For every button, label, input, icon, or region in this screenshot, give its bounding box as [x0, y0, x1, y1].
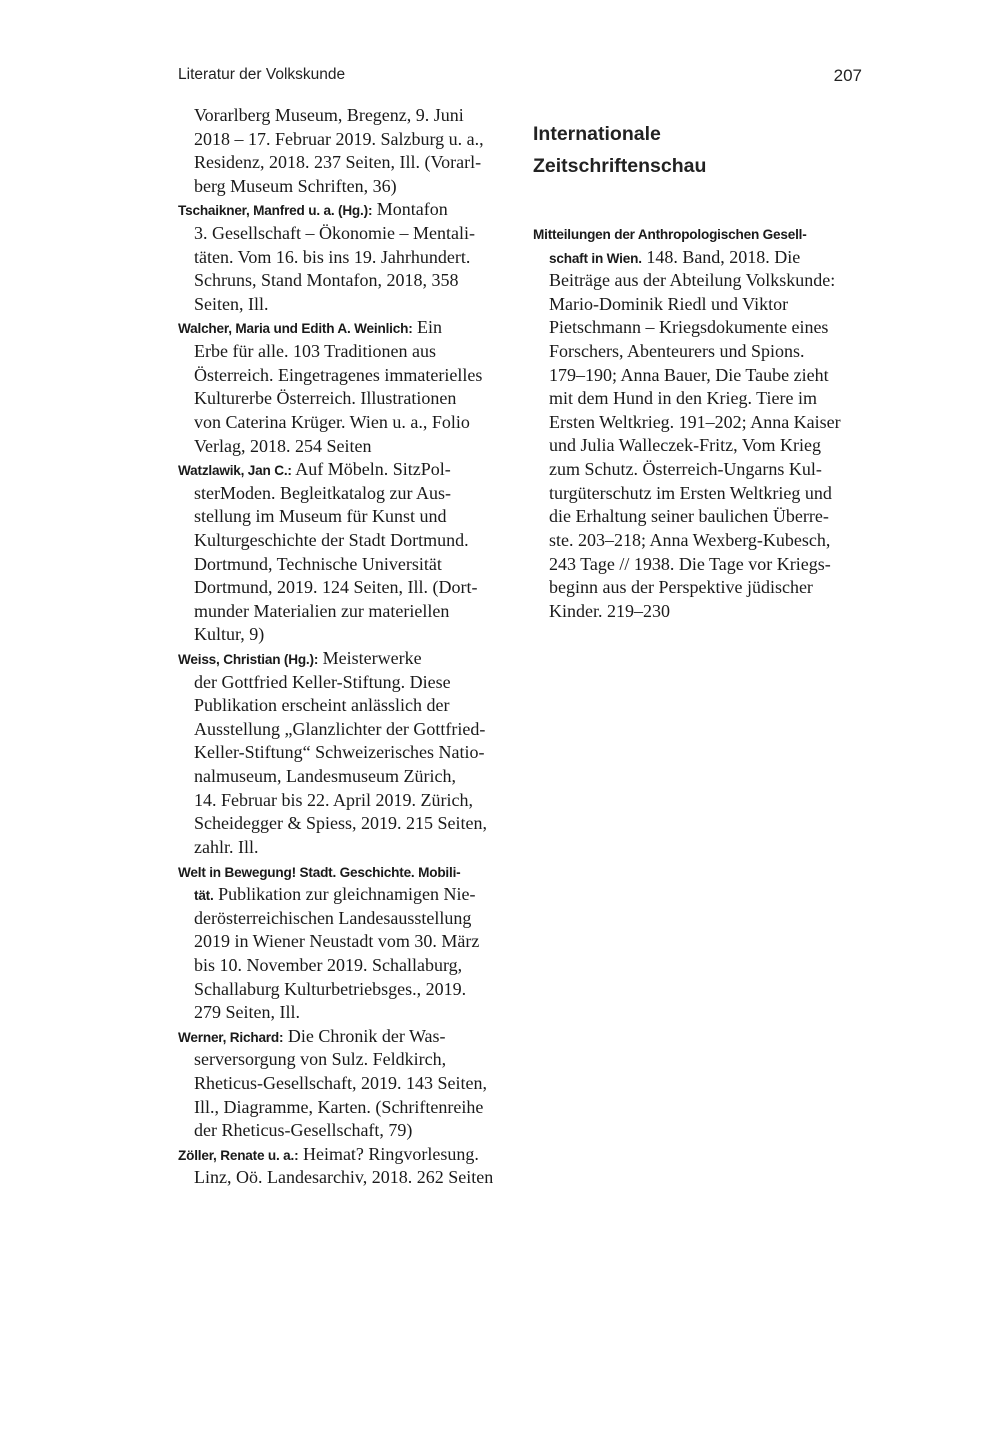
entry-text: 148. Band, 2018. Die	[641, 246, 801, 267]
entry-author: Zöller, Renate u. a.:	[178, 1147, 299, 1163]
entry-line	[178, 246, 518, 270]
entry-line	[533, 316, 873, 340]
entry-text: mit dem Hund in den Krieg. Tiere im	[549, 388, 817, 409]
entry-line	[533, 576, 873, 600]
entry-text: bis 10. November 2019. Schallaburg,	[194, 954, 463, 975]
entry-text: Ersten Weltkrieg. 191–202; Anna Kaiser	[549, 411, 841, 432]
entry-line	[178, 694, 518, 718]
entry-text: 243 Tage // 1938. Die Tage vor Kriegs-	[549, 553, 831, 574]
entry-text: sterModen. Begleitkatalog zur Aus-	[194, 482, 451, 503]
entry-line	[533, 458, 873, 482]
entry-line	[178, 741, 518, 765]
entry-text: Pietschmann – Kriegsdokumente eines	[549, 317, 829, 338]
entry-first-line	[178, 1143, 518, 1167]
entry-text: 2018 – 17. Februar 2019. Salzburg u. a.,	[194, 128, 484, 149]
running-title: Literatur der Volkskunde	[178, 66, 346, 83]
entry-line	[533, 340, 873, 364]
right-column	[533, 118, 873, 623]
entry-text: Kulturgeschichte der Stadt Dortmund.	[194, 529, 469, 550]
entry-text: zahlr. Ill.	[194, 836, 259, 857]
entry-text: Beiträge aus der Abteilung Volkskunde:	[549, 270, 836, 291]
entry-line	[178, 104, 518, 128]
entry-text: Meisterwerke	[318, 648, 422, 669]
entry-text: 2019 in Wiener Neustadt vom 30. März	[194, 931, 480, 952]
entry-text: stellung im Museum für Kunst und	[194, 506, 447, 527]
entry-first-line	[178, 1025, 518, 1049]
entry-text: Publikation zur gleichnamigen Nie-	[213, 884, 476, 905]
entry-author: Tschaikner, Manfred u. a. (Hg.):	[178, 203, 373, 219]
entry-text: Forschers, Abenteurers und Spions.	[549, 341, 805, 362]
entry-text: Ausstellung „Glanzlichter der Gottfried-	[194, 718, 486, 739]
entry-author: Weiss, Christian (Hg.):	[178, 652, 319, 668]
entry-line	[533, 600, 873, 624]
entry-line	[178, 576, 518, 600]
entry-text: Mario-Dominik Riedl und Viktor	[549, 293, 789, 314]
entry-line	[178, 435, 518, 459]
entry-line	[178, 293, 518, 317]
entry-text: 14. Februar bis 22. April 2019. Zürich,	[194, 789, 473, 810]
entry-text: von Caterina Krüger. Wien u. a., Folio	[194, 411, 470, 432]
entry-text: Schallaburg Kulturbetriebsges., 2019.	[194, 978, 467, 999]
entry-author: Watzlawik, Jan C.:	[178, 463, 292, 479]
entry-text: Erbe für alle. 103 Traditionen aus	[194, 341, 436, 362]
entry-line	[533, 387, 873, 411]
entry-text: Seiten, Ill.	[194, 293, 269, 314]
entry-author: schaft in Wien.	[549, 250, 642, 266]
entry-line	[178, 978, 518, 1002]
entry-text: beginn aus der Perspektive jüdischer	[549, 577, 813, 598]
entry-line	[178, 1119, 518, 1143]
entry-text: Kulturerbe Österreich. Illustrationen	[194, 388, 457, 409]
entry-text: Keller-Stiftung“ Schweizerisches Natio-	[194, 742, 485, 763]
entry-line	[178, 340, 518, 364]
entry-first-line	[178, 647, 518, 671]
entry-first-line	[178, 198, 518, 222]
entry-text: Dortmund, Technische Universität	[194, 553, 442, 574]
entry-text: zum Schutz. Österreich-Ungarns Kul-	[549, 459, 822, 480]
entry-line	[178, 812, 518, 836]
entry-line	[178, 364, 518, 388]
entry-line	[178, 482, 518, 506]
entry-line	[178, 954, 518, 978]
entry-author: tät.	[194, 888, 214, 904]
left-column-bibliography	[178, 104, 518, 1190]
entry-line	[533, 482, 873, 506]
entry-line	[178, 718, 518, 742]
entry-line	[533, 411, 873, 435]
entry-first-line	[178, 316, 518, 340]
entry-line	[178, 623, 518, 647]
page-number: 207	[833, 66, 862, 85]
entry-line	[178, 222, 518, 246]
entry-line	[178, 553, 518, 577]
entry-text: berg Museum Schriften, 36)	[194, 175, 397, 196]
entry-line	[178, 600, 518, 624]
entry-line	[178, 1166, 518, 1190]
entry-line	[533, 529, 873, 553]
section-title: Internationale	[533, 123, 661, 145]
entry-line	[178, 671, 518, 695]
entry-first-line	[178, 458, 518, 482]
journal-entries	[533, 222, 873, 623]
entry-line	[533, 505, 873, 529]
entry-text: Montafon	[372, 199, 448, 220]
entry-author: Mitteilungen der Anthropologischen Gesell-	[533, 227, 807, 242]
entry-line	[178, 1001, 518, 1025]
entry-text: Dortmund, 2019. 124 Seiten, Ill. (Dort-	[194, 577, 478, 598]
entry-line	[178, 529, 518, 553]
entry-text: derösterreichischen Landesausstellung	[194, 907, 472, 928]
entry-text: und Julia Walleczek-Fritz, Vom Krieg	[549, 435, 821, 456]
entry-line	[178, 269, 518, 293]
entry-line	[533, 246, 873, 270]
entry-text: Residenz, 2018. 237 Seiten, Ill. (Vorarl-	[194, 152, 482, 173]
entry-text: Heimat? Ringvorlesung.	[298, 1143, 479, 1164]
entry-text: Ein	[412, 317, 443, 338]
entry-text: Publikation erscheint anlässlich der	[194, 695, 450, 716]
entry-text: 279 Seiten, Ill.	[194, 1002, 300, 1023]
entry-line	[178, 175, 518, 199]
entry-line	[178, 128, 518, 152]
entry-text: Verlag, 2018. 254 Seiten	[194, 435, 372, 456]
entry-line	[178, 836, 518, 860]
entry-text: Österreich. Eingetragenes immaterielles	[194, 364, 483, 385]
entry-text: Linz, Oö. Landesarchiv, 2018. 262 Seiten	[194, 1167, 494, 1188]
entry-author: Welt in Bewegung! Stadt. Geschichte. Mobili-	[178, 864, 461, 880]
entry-first-line	[178, 860, 518, 884]
entry-first-line	[533, 222, 873, 246]
entry-line	[178, 387, 518, 411]
entry-line	[533, 293, 873, 317]
entry-line	[178, 765, 518, 789]
entry-line	[178, 789, 518, 813]
entry-text: Schruns, Stand Montafon, 2018, 358	[194, 270, 459, 291]
entry-text: Auf Möbeln. SitzPol-	[291, 459, 451, 480]
entry-line	[533, 434, 873, 458]
entry-text: ste. 203–218; Anna Wexberg-Kubesch,	[549, 529, 831, 550]
entry-text: täten. Vom 16. bis ins 19. Jahrhundert.	[194, 246, 471, 267]
entry-text: turgüterschutz im Ersten Weltkrieg und	[549, 482, 832, 503]
entry-text: Kultur, 9)	[194, 624, 265, 645]
entry-text: 3. Gesellschaft – Ökonomie – Mentali-	[194, 223, 475, 244]
entry-text: serversorgung von Sulz. Feldkirch,	[194, 1049, 447, 1070]
entry-text: die Erhaltung seiner baulichen Überre-	[549, 506, 829, 527]
entry-line	[533, 364, 873, 388]
entry-line	[178, 907, 518, 931]
entry-text: Scheidegger & Spiess, 2019. 215 Seiten,	[194, 813, 487, 834]
entry-text: Vorarlberg Museum, Bregenz, 9. Juni	[194, 105, 464, 125]
entry-line	[178, 151, 518, 175]
entry-text: der Gottfried Keller-Stiftung. Diese	[194, 671, 451, 692]
entry-line	[178, 930, 518, 954]
entry-text: Die Chronik der Was-	[283, 1025, 446, 1046]
entry-text: Rheticus-Gesellschaft, 2019. 143 Seiten,	[194, 1072, 487, 1093]
entry-text: 179–190; Anna Bauer, Die Taube zieht	[549, 364, 829, 385]
entry-line	[178, 1096, 518, 1120]
entry-line	[178, 411, 518, 435]
entry-text: nalmuseum, Landesmuseum Zürich,	[194, 766, 456, 787]
section-title: Zeitschriftenschau	[533, 155, 707, 177]
entry-line	[533, 269, 873, 293]
entry-line	[533, 553, 873, 577]
entry-author: Werner, Richard:	[178, 1029, 284, 1045]
entry-text: Ill., Diagramme, Karten. (Schriftenreihe	[194, 1096, 484, 1117]
entry-line	[178, 883, 518, 907]
entry-text: Kinder. 219–230	[549, 600, 670, 621]
entry-line	[178, 1072, 518, 1096]
entry-line	[178, 1048, 518, 1072]
entry-text: munder Materialien zur materiellen	[194, 600, 450, 621]
entry-line	[178, 505, 518, 529]
entry-author: Walcher, Maria und Edith A. Weinlich:	[178, 321, 413, 337]
entry-text: der Rheticus-Gesellschaft, 79)	[194, 1120, 413, 1141]
